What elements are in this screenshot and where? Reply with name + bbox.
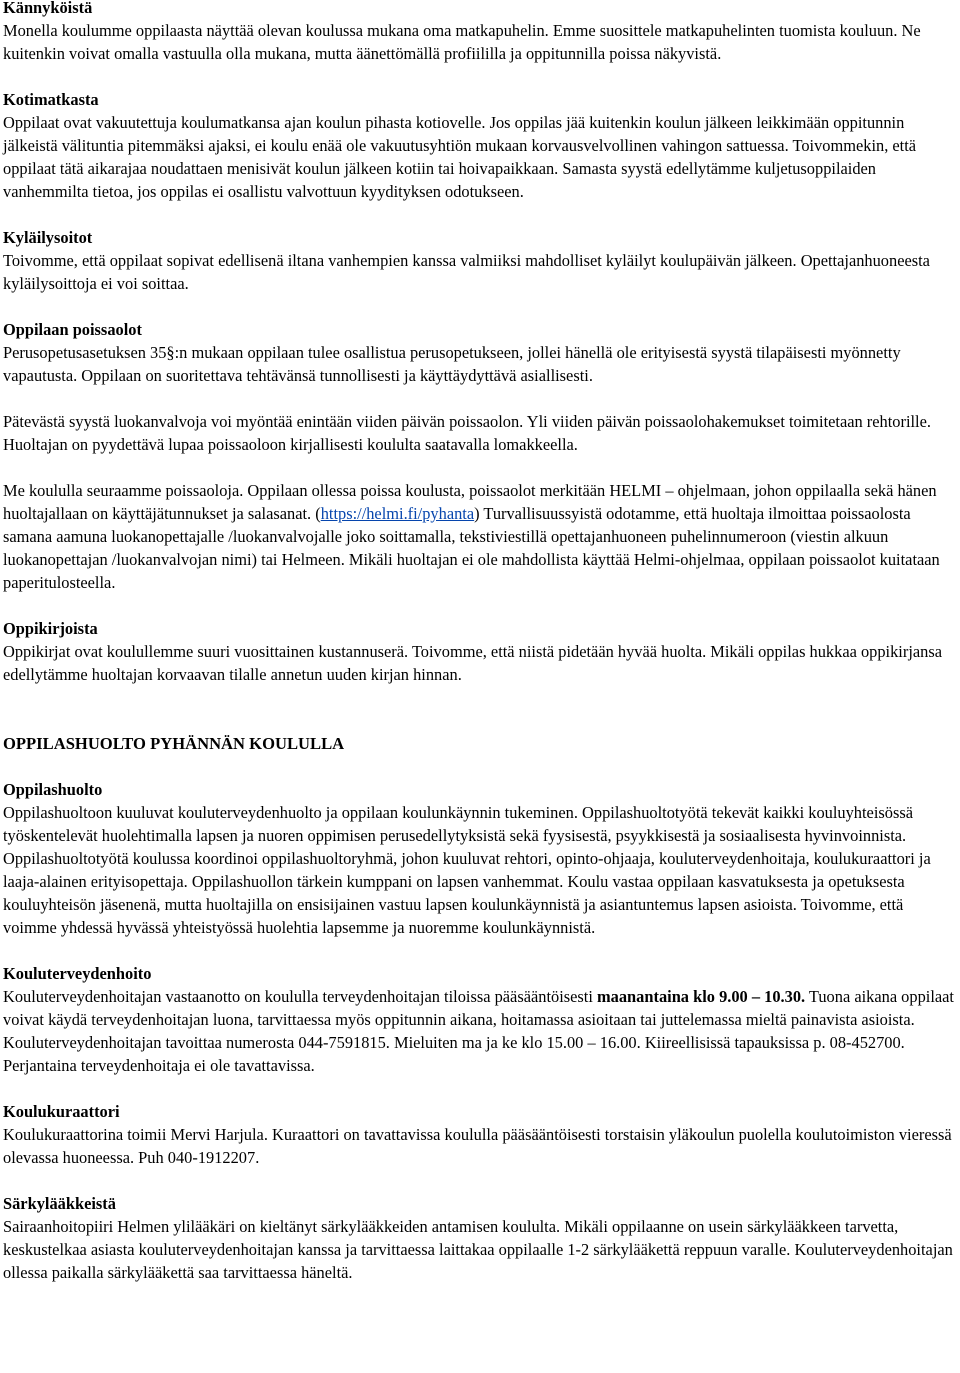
section-oppikirjat xyxy=(3,617,954,686)
section-title: Kouluterveydenhoito xyxy=(3,964,152,983)
section-text: Oppilashuoltoon kuuluvat kouluterveydenhuolto ja oppilaan koulunkäynnin tukeminen. Oppilashuoltotyötä tekevät kaikki kouluyhteisössä työskentelevät huolehtimalla lapsen ja nuoren oppimisen perusedellytyksistä sekä fyysisestä, psyykkisestä ja sosiaalisesta hyvinvoinnista. Oppilashuoltotyötä koulussa koordinoi oppilashuoltoryhmä, johon kuuluvat rehtori, opinto-ohjaaja, kouluterveydenhoitaja, koulukuraattori ja laaja-alainen erityisopettaja. Oppilashuollon tärkein kumppani on lapsen vanhemmat. Koulu vastaa oppilaan kasvatuksesta ja opetuksesta kouluyhteisön jäsenenä, mutta huoltajilla on ensisijainen vastuu lapsen koulunkäynnistä ja asiantuntemus lapsen asioista. Toivomme, että voimme yhdessä hyvässä yhteistyössä huolehtia lapsemme ja nuoremme koulunkäynnistä. xyxy=(3,803,931,937)
section-text-helmi xyxy=(3,479,954,594)
spacer xyxy=(3,709,954,732)
section-text: Monella koulumme oppilaasta näyttää olevan koulussa mukana oma matkapuhelin. Emme suosittele matkapuhelinten tuomista kouluun. Ne kuitenkin voivat omalla vastuulla olla mukana, mutta äänettömällä profiililla ja oppitunnilla poissa näkyvistä. xyxy=(3,21,921,63)
section-title: Kännyköistä xyxy=(3,0,93,17)
section-text: Toivomme, että oppilaat sopivat edellisenä iltana vanhempien kanssa valmiiksi mahdolliset kyläilyt koulupäivän jälkeen. Opettajanhuoneesta kyläilysoittoja ei voi soittaa. xyxy=(3,251,930,293)
section-kylailysoitot xyxy=(3,226,954,295)
section-oppilashuolto xyxy=(3,778,954,939)
section-text: Perusopetusasetuksen 35§:n mukaan oppilaan tulee osallistua perusopetukseen, jollei hänellä ole erityisestä syystä tilapäisesti myönnetty vapautusta. Oppilaan on suoritettava tehtävänsä tunnollisesti ja käyttäydyttävä asiallisesti. xyxy=(3,343,901,385)
section-kouluterveydenhoito xyxy=(3,962,954,1077)
section-poissaolot xyxy=(3,318,954,594)
helmi-link[interactable]: https://helmi.fi/pyhanta xyxy=(320,504,475,523)
reception-hours: maanantaina klo 9.00 – 10.30. xyxy=(597,987,806,1006)
section-title: Oppikirjoista xyxy=(3,619,98,638)
section-kotimatka xyxy=(3,88,954,203)
section-title: Koulukuraattori xyxy=(3,1102,120,1121)
main-heading: OPPILASHUOLTO PYHÄNNÄN KOULULLA xyxy=(3,734,345,753)
main-heading-block xyxy=(3,732,954,755)
section-sarkylaakkeet xyxy=(3,1192,954,1284)
section-title: Oppilaan poissaolot xyxy=(3,320,142,339)
terveys-text-before: Kouluterveydenhoitajan vastaanotto on koululla terveydenhoitajan tiloissa pääsääntöisesti xyxy=(3,987,598,1006)
helmi-text-after: ) Turvallisuussyistä odotamme, että huoltaja ilmoittaa poissaolosta samana aamuna luokanopettajalle /luokanvalvojalle joko soittamalla, tekstiviestillä opettajanhuoneen puhelinnumeroon (viestin alkuun luokanopettajan /luokanvalvojan nimi) tai Helmeen. Mikäli huoltajan ei ole mahdollista käyttää Helmi-ohjelmaa, oppilaan poissaolot kuitataan paperitulosteella. xyxy=(3,504,940,592)
section-text: Sairaanhoitopiiri Helmen ylilääkäri on kieltänyt särkylääkkeiden antamisen koululta. Mikäli oppilaanne on usein särkylääkkeen tarvetta, keskustelkaa asiasta kouluterveydenhoitajan kanssa ja tarvittaessa laittakaa oppilaalle 1-2 särkylääkettä reppuun varalle. Kouluterveydenhoitajan ollessa paikalla särkylääkettä saa tarvittaessa häneltä. xyxy=(3,1217,953,1282)
terveys-text-after: Tuona aikana oppilaat voivat käydä terveydenhoitajan luona, tarvittaessa myös oppitunnin aikana, hoitamassa asioitaan tai juttelemassa mieltä painavista asioista. Kouluterveydenhoitajan tavoittaa numerosta 044-7591815. Mieluiten ma ja ke klo 15.00 – 16.00. Kiireellisissä tapauksissa p. 08-452700. Perjantaina terveydenhoitaja ei ole tavattavissa. xyxy=(3,987,954,1075)
section-title: Kotimatkasta xyxy=(3,90,99,109)
section-title: Särkylääkkeistä xyxy=(3,1194,116,1213)
section-koulukuraattori xyxy=(3,1100,954,1169)
helmi-text-before: Me koululla seuraamme poissaoloja. Oppilaan ollessa poissa koulusta, poissaolot merkitään HELMI – ohjelmaan, johon oppilaalla sekä hänen huoltajallaan on käyttäjätunnukset ja salasanat. ( xyxy=(3,481,937,523)
section-kannykat xyxy=(3,0,954,65)
section-text: Oppikirjat ovat koulullemme suuri vuosittainen kustannuserä. Toivomme, että niistä pidetään hyvää huolta. Mikäli oppilas hukkaa oppikirjansa edellytämme huoltajan korvaavan tilalle annetun uuden kirjan hinnan. xyxy=(3,642,942,684)
section-text: Pätevästä syystä luokanvalvoja voi myöntää enintään viiden päivän poissaolon. Yli viiden päivän poissaolohakemukset toimitetaan rehtorille. Huoltajan on pyydettävä lupaa poissaoloon kirjallisesti koululta saatavalla lomakkeella. xyxy=(3,412,931,454)
section-text xyxy=(3,985,954,1077)
section-title: Kyläilysoitot xyxy=(3,228,93,247)
section-text: Oppilaat ovat vakuutettuja koulumatkansa ajan koulun pihasta kotiovelle. Jos oppilas jää kuitenkin koulun jälkeen leikkimään oppitunnin jälkeistä välituntia pitemmäksi ajaksi, ei koulu enää ole vakuutusyhtiön mukaan korvausvelvollinen vahingon sattuessa. Toivommekin, että oppilaat tätä aikarajaa noudattaen menisivät koulun jälkeen kotiin tai hoivapaikkaan. Samasta syystä edellytämme kuljetusoppilaiden vanhemmilta tietoa, jos oppilas ei osallistu valvottuun kyydityksen odotukseen. xyxy=(3,113,917,201)
section-text: Koulukuraattorina toimii Mervi Harjula. Kuraattori on tavattavissa koululla pääsääntöisesti torstaisin yläkoulun puolella koulutoimiston vieressä olevassa huoneessa. Puh 040-1912207. xyxy=(3,1125,952,1167)
section-title: Oppilashuolto xyxy=(3,780,103,799)
